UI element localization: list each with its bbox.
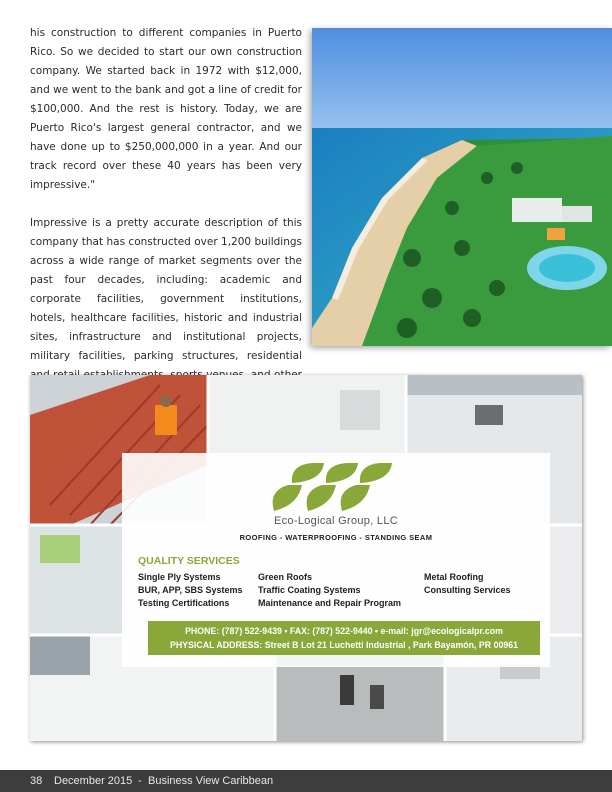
contact-bar bbox=[148, 621, 540, 655]
contact-address: PHYSICAL ADDRESS: Street B Lot 21 Luchetti Industrial , Park Bayamón, PR 00961 bbox=[169, 640, 519, 650]
issue-date: December 2015 bbox=[54, 775, 133, 787]
article-text bbox=[30, 24, 302, 423]
services-column-2 bbox=[258, 571, 401, 610]
brand-name: Eco-Logical Group, LLC bbox=[274, 515, 398, 527]
ad-info-panel bbox=[122, 453, 550, 667]
service-item: Single Ply Systems bbox=[138, 572, 221, 582]
eco-logical-logo-icon bbox=[268, 461, 404, 513]
article-paragraph-1: his construction to different companies in Puerto Rico. So we decided to start our own construction company. We started back in 1972 with $12,000, and we went to the bank and got a line of credit for $100,000. And the rest is history. Today, we are Puerto Rico's largest general contractor, and we have done up to $250,000,000 in a year. And our track record over these 40 years has been very impressive." bbox=[30, 27, 302, 191]
article-paragraph-2: Impressive is a pretty accurate description of this company that has constructed over 1,200 buildings across a wide range of market segments over the past four decades, including: academic and corporate facilities, government institutions, hotels, healthcare facilities, historic and industrial sites, infrastructure and institutional projects, military facilities, parking structures, residential bbox=[30, 217, 302, 362]
service-item: BUR, APP, SBS Systems bbox=[138, 585, 243, 595]
page-footer bbox=[0, 770, 612, 792]
service-item: Green Roofs bbox=[258, 572, 313, 582]
eco-logical-advertisement bbox=[30, 375, 582, 741]
services-column-1 bbox=[138, 571, 243, 610]
service-item: Maintenance and Repair Program bbox=[258, 598, 402, 608]
services-title: QUALITY SERVICES bbox=[138, 555, 240, 567]
service-item: Consulting Services bbox=[424, 585, 511, 595]
contact-phone-fax-email: PHONE: (787) 522-9439 • FAX: (787) 522-9440 • e-mail: jgr@ecologicalpr.com bbox=[185, 626, 503, 636]
beach-aerial-photo bbox=[312, 28, 612, 346]
service-item: Traffic Coating Systems bbox=[258, 585, 361, 595]
page-number: 38 bbox=[30, 775, 43, 787]
publication-name: Business View Caribbean bbox=[148, 775, 274, 787]
service-item: Testing Certifications bbox=[138, 598, 230, 608]
brand-tagline: ROOFING - WATERPROOFING - STANDING SEAM bbox=[239, 533, 433, 542]
footer-separator: - bbox=[138, 775, 142, 787]
services-column-3 bbox=[424, 571, 511, 597]
service-item: Metal Roofing bbox=[424, 572, 484, 582]
